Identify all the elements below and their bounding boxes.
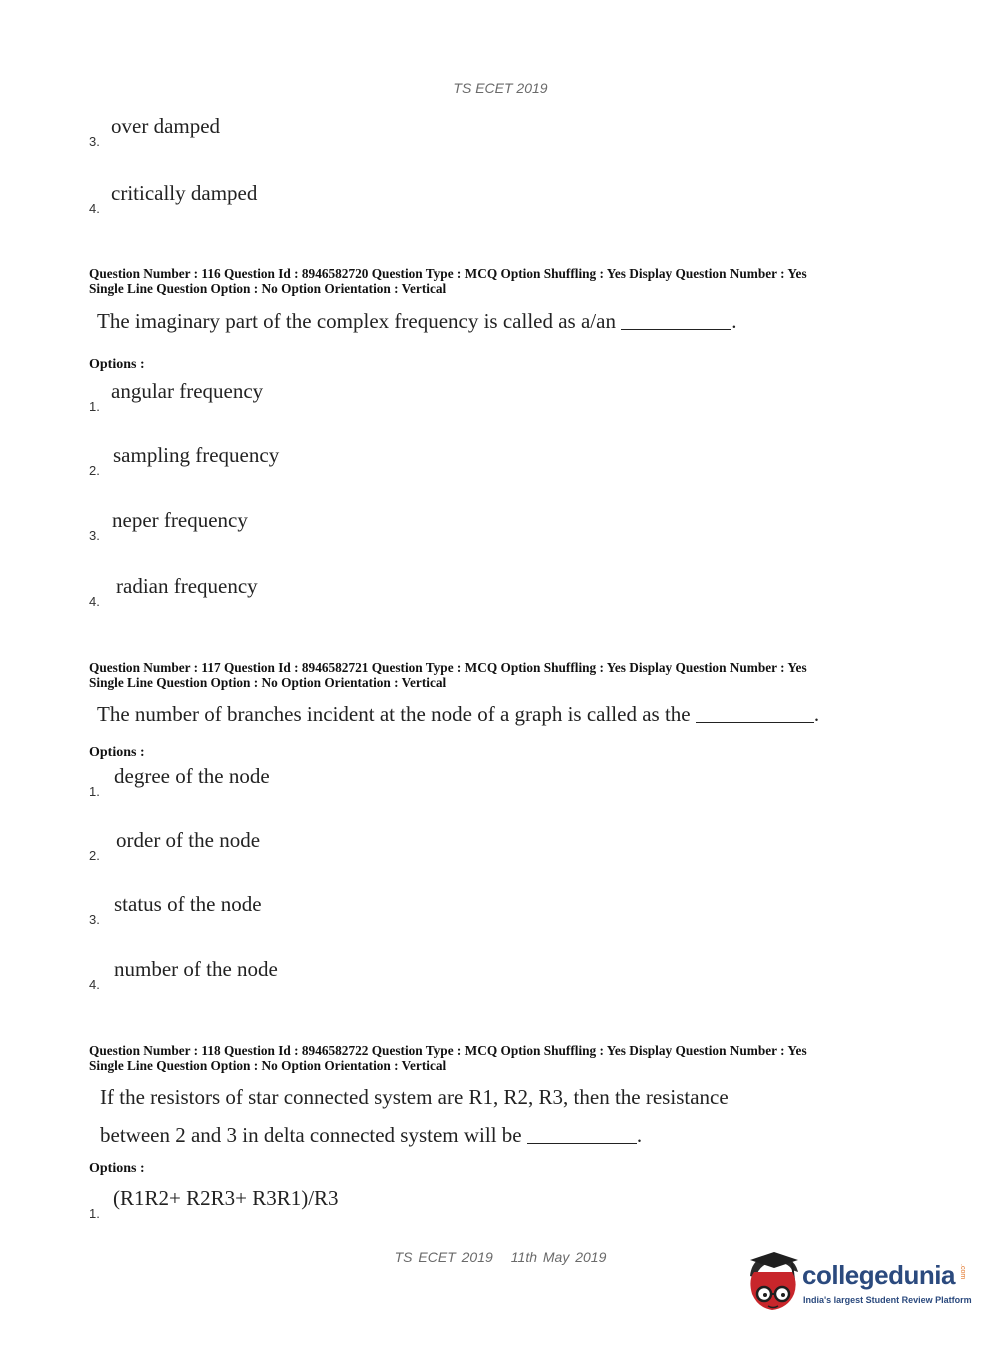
question-meta-line2: Single Line Question Option : No Option Orientation : Vertical bbox=[89, 1058, 447, 1073]
options-label: Options : bbox=[89, 1161, 145, 1176]
question-meta bbox=[89, 266, 909, 296]
options-label: Options : bbox=[89, 357, 145, 372]
option-number: 4. bbox=[89, 594, 100, 609]
collegedunia-logo bbox=[742, 1250, 972, 1320]
mascot-icon bbox=[742, 1250, 804, 1320]
question-meta-line2: Single Line Question Option : No Option Orientation : Vertical bbox=[89, 281, 447, 296]
question-text bbox=[97, 309, 736, 334]
footer-exam: TS ECET 2019 bbox=[394, 1249, 493, 1265]
answer-blank bbox=[696, 702, 814, 723]
question-meta-line1: Question Number : 117 Question Id : 8946582721 Question Type : MCQ Option Shuffling : Yes Display Question Number : Yes bbox=[89, 660, 807, 675]
options-label: Options : bbox=[89, 745, 145, 760]
answer-blank bbox=[621, 309, 731, 330]
option-number: 3. bbox=[89, 912, 100, 927]
brand-com: .com bbox=[959, 1264, 966, 1280]
option-number: 1. bbox=[89, 1206, 100, 1221]
answer-blank bbox=[527, 1123, 637, 1144]
option-text: critically damped bbox=[111, 181, 258, 205]
question-text-line2 bbox=[100, 1123, 642, 1148]
question-meta bbox=[89, 1043, 909, 1073]
question-end-mark: . bbox=[813, 702, 820, 726]
option-text: sampling frequency bbox=[113, 443, 280, 467]
question-text-content: The imaginary part of the complex frequency is called as a/an bbox=[97, 309, 616, 333]
footer-date: 11th May 2019 bbox=[510, 1249, 607, 1265]
option-text: degree of the node bbox=[114, 764, 270, 788]
question-meta-line1: Question Number : 116 Question Id : 8946582720 Question Type : MCQ Option Shuffling : Yes Display Question Number : Yes bbox=[89, 266, 807, 281]
option-number: 4. bbox=[89, 977, 100, 992]
question-text-content: The number of branches incident at the node of a graph is called as the bbox=[97, 702, 691, 726]
option-text: angular frequency bbox=[111, 379, 264, 403]
option-text: order of the node bbox=[116, 828, 261, 852]
option-number: 2. bbox=[89, 848, 100, 863]
question-meta-line2: Single Line Question Option : No Option Orientation : Vertical bbox=[89, 675, 447, 690]
question-text bbox=[97, 702, 819, 727]
page-header: TS ECET 2019 bbox=[453, 80, 548, 96]
option-number: 1. bbox=[89, 399, 100, 414]
question-meta bbox=[89, 660, 909, 690]
question-text-content: between 2 and 3 in delta connected system will be bbox=[100, 1123, 522, 1147]
option-number: 4. bbox=[89, 201, 100, 216]
option-number: 2. bbox=[89, 463, 100, 478]
option-number: 3. bbox=[89, 134, 100, 149]
question-meta-line1: Question Number : 118 Question Id : 8946582722 Question Type : MCQ Option Shuffling : Yes Display Question Number : Yes bbox=[89, 1043, 807, 1058]
question-text-line1: If the resistors of star connected system are R1, R2, R3, then the resistance bbox=[100, 1085, 729, 1109]
brand-tagline: India's largest Student Review Platform bbox=[803, 1295, 972, 1305]
option-text: number of the node bbox=[114, 957, 278, 981]
brand-name: collegedunia bbox=[802, 1260, 955, 1290]
option-number: 1. bbox=[89, 784, 100, 799]
option-text: over damped bbox=[111, 114, 221, 138]
question-end-mark: . bbox=[731, 309, 737, 333]
option-text: neper frequency bbox=[112, 508, 248, 532]
option-text: radian frequency bbox=[116, 574, 258, 598]
option-number: 3. bbox=[89, 528, 100, 543]
option-text: (R1R2+ R2R3+ R3R1)/R3 bbox=[113, 1186, 339, 1210]
question-end-mark: . bbox=[636, 1123, 643, 1147]
option-text: status of the node bbox=[114, 892, 262, 916]
